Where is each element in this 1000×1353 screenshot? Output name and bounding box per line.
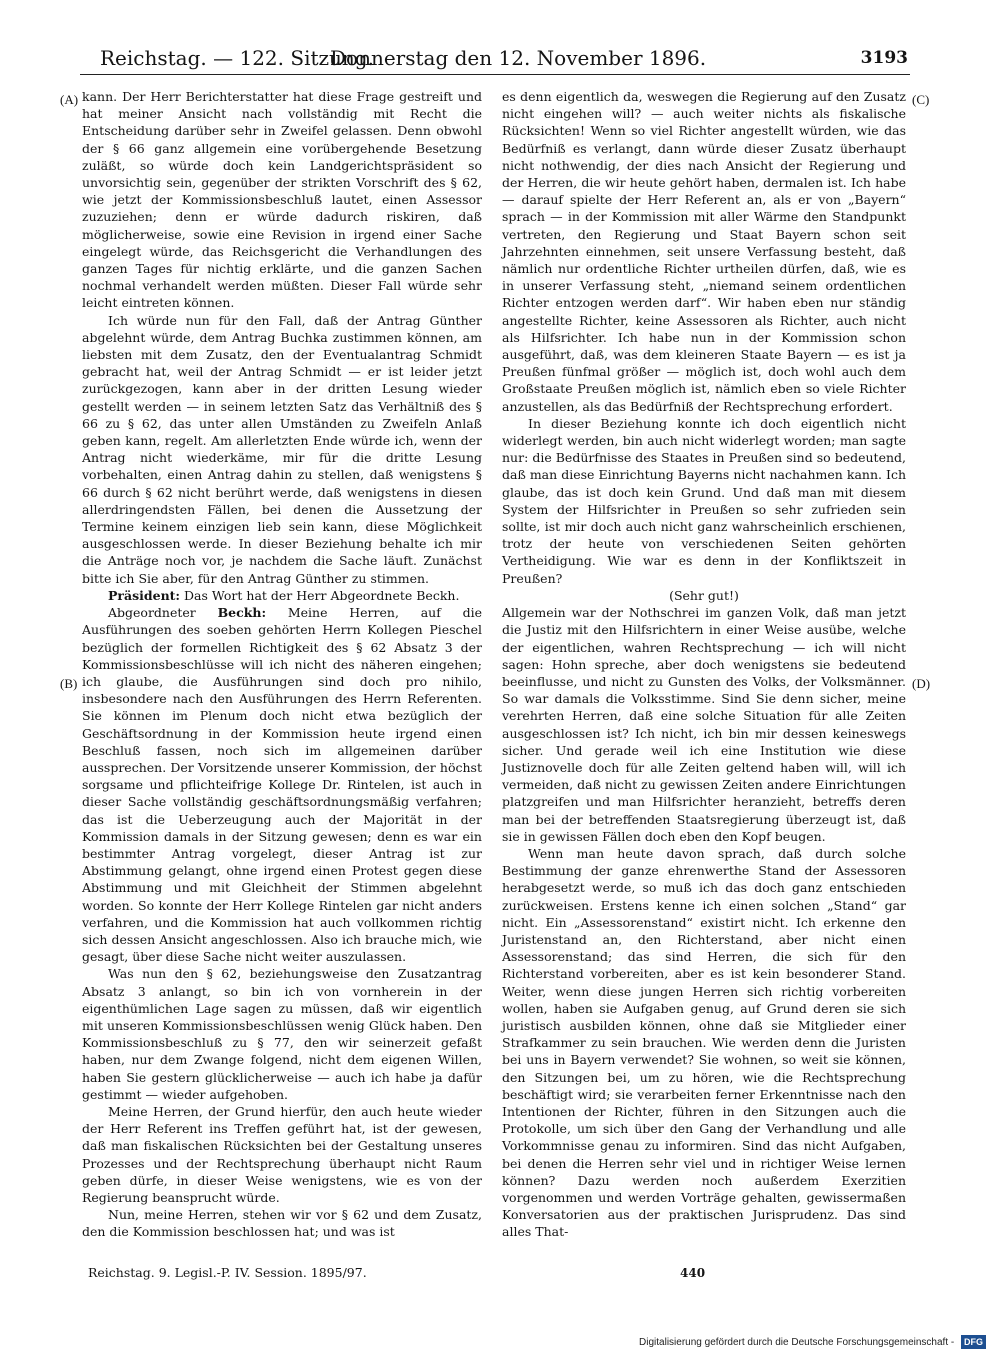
paragraph: Allgemein war der Nothschrei im ganzen Volk, daß man jetzt die Justiz mit den Hilfsrichtern in einer Weise ausübe, welche der eigentlichen, wahren Rechtsprechung — ich will nicht sagen: Hohn spreche, aber doch wenigstens sie bedeutend beeinflusse, und nicht zu Gunsten des Volks, der Volksmänner. So war damals die Volksstimme. Sind Sie denn sicher, meine verehrten Herren, daß eine solche Situation für alle Zeiten ausgeschlossen ist? Ich nicht, ich bin mir dessen keineswegs sicher. Und gerade weil ich eine Institution wie diese Justiznovelle doch für alle Zeiten geltend haben will, will ich vermeiden, daß nicht zu gewissen Zeiten andere Einrichtungen platzgreifen und man Hilfsrichter heranzieht, betreffs deren man bei der betreffenden Staatsregierung überzeugt ist, daß sie in gewissen Fällen doch eben den Kopf beugen. — [502, 605, 906, 844]
speaker-prefix: Abgeordneter — [108, 605, 196, 621]
paragraph: Wenn man heute davon sprach, daß durch solche Bestimmung der ganze ehrenwerthe Stand der Assessoren herabgesetzt werde, so muß ich das doch ganz entschieden zurückweisen. Erstens kenne ich einen solchen „Stand“ gar nicht. Ein „Assessorenstand“ existirt nicht. Ich erkenne den Juristenstand an, den Richterstand, aber nicht einen Assessorenstand; das sind Herren, die sich für den Richterstand vorbereiten, aber es ist kein besonderer Stand. Weiter, wenn diese jungen Herren sich richtig vorbereiten wollen, haben sie Aufgaben genug, auf Grund deren sie sich juristisch ausbilden können, ohne daß sie Mitglieder einer Strafkammer zu sein brauchen. Wie werden denn die Juristen bei uns in Bayern verwendet? Sie wohnen, so weit sie können, den Sitzungen bei, um zu hören, wie die Rechtsprechung beschäftigt wird; sie verarbeiten ferner Erkenntnisse nach den Intentionen der Richter, führen in den Sitzungen auch die Protokolle, um sich über den Gang der Verhandlung und alle Vorkommnisse genau zu informiren. Sind das nicht Aufgaben, bei denen die Herren sehr viel und in richtiger Weise lernen können? Dazu werden noch außerdem Exerzitien vorgenommen und werden Vorträge gehalten, gewissermaßen Konversatorien aus der praktischen Jurisprudenz. Das sind alles That- — [502, 845, 906, 1240]
header-date: Donnerstag den 12. November 1896. — [330, 46, 707, 70]
beckh-paragraph — [82, 604, 482, 965]
paragraph: Ich würde nun für den Fall, daß der Antrag Günther abgelehnt würde, dem Antrag Buchka zustimmen können, am liebsten mit dem Zusatz, den der Eventualantrag Schmidt gebracht hat, weil der Antrag Schmidt — er ist leider jetzt zurückgezogen, kann aber in der dritten Lesung wieder gestellt werden — in seinem letzten Satz das Verhältniß des § 66 zu § 62, das unter allen Umständen zu Zweifeln Anlaß geben kann, regelt. Am allerletzten Ende würde ich, wenn der Antrag nicht wiederkäme, mir für die dritte Lesung vorbehalten, einen Antrag dahin zu stellen, daß wenigstens § 66 durch § 62 nicht berührt werde, daß wenigstens in diesen allerdringendsten Fällen, bei denen die Aussetzung der Termine keinem einzigen lieb sein kann, diese Möglichkeit ausgeschlossen werde. In dieser Beziehung behalte ich mir die Anträge noch vor, je nachdem die Sache läuft. Zunächst bitte ich Sie aber, für den Antrag Günther zu stimmen. — [82, 312, 482, 586]
paragraph: es denn eigentlich da, weswegen die Regierung auf den Zusatz nicht eingehen will? — auch weiter nichts als fiskalische Rücksichten! Wenn so viel Richter angestellt würden, wie das Bedürfniß es verlangt, dann würde dieser Zusatz überhaupt nicht nothwendig, der dies nach Ansicht der Regierung und der Herren, die wir heute gehört haben, dermalen ist. Ich habe — darauf spielte der Herr Referent an, als er von „Bayern“ sprach — in der Kommission mit aller Wärme den Standpunkt vertreten, den Regierung und Staat Bayern schon seit Jahrzehnten einnehmen, seit unsere Verfassung besteht, daß nämlich nur ordentliche Richter urtheilen dürfen, daß, wie es in unserer Verfassung steht, „niemand seinem ordentlichen Richter entzogen werden darf“. Wir haben eben nur ständig angestellte Richter, keine Assessoren als Richter, auch nicht als Hilfsrichter. Ich habe nun in der Kommission schon ausgeführt, daß, was dem kleineren Staate Bayern — es ist ja Preußen fünfmal größer — möglich ist, doch wohl auch dem Großstaate Preußen möglich ist, nämlich eben so viele Richter anzustellen, als das Bedürfniß der Rechtsprechung erfordert. — [502, 89, 906, 414]
paragraph: kann. Der Herr Berichterstatter hat diese Frage gestreift und hat meiner Ansicht nach vollständig mit Recht die Entscheidung darüber sehr in Zweifel gelassen. Denn obwohl der § 66 ganz allgemein eine vorübergehende Besetzung zuläßt, so würde doch kein Landgerichtspräsident so unvorsichtig sein, gegenüber der strikten Vorschrift des § 62, wie jetzt der Kommissionsbeschluß lautet, einen Assessor zuzuziehen; denn er würde dadurch riskiren, daß möglicherweise, sowie eine Revision in irgend einer Sache eingelegt würde, das Reichsgericht die Verhandlungen des ganzen Tages für nichtig erklärte, und die ganzen Sachen nochmal verhandelt werden müßten. Dieser Fall würde sehr leicht eintreten können. — [82, 89, 482, 311]
margin-marker-a: (A) — [60, 92, 79, 107]
digitization-credit — [639, 1335, 986, 1351]
paragraph: In dieser Beziehung konnte ich doch eigentlich nicht widerlegt werden, bin auch nicht widerlegt worden; man sagte nur: die Bedürfnisse des Staates in Preußen sind so bedeutend, daß man diese Einrichtung Bayerns nicht nachahmen kann. Ich glaube, das ist doch kein Grund. Und daß man mit diesem System der Hilfsrichter in Preußen so sehr zufrieden sein sollte, ist mir doch auch nicht ganz wahrscheinlich erschienen, trotz der heute von verschiedenen Seiten gehörten Vertheidigung. Wie war es denn in der Konfliktszeit in Preußen? — [502, 415, 906, 586]
margin-marker-b: (B) — [60, 676, 78, 691]
header-left: Reichstag. — 122. Sitzung. — [100, 46, 374, 70]
running-head — [100, 44, 908, 72]
paragraph: Was nun den § 62, beziehungsweise den Zusatzantrag Absatz 3 anlangt, so bin ich von vornherein in der eigenthümlichen Lage sagen zu müssen, daß wir eigentlich mit unseren Kommissionsbeschlüssen wenig Glück haben. Den Kommissionsbeschluß zu § 77, den wir seinerzeit gefaßt haben, nur dem Zwange folgend, nicht dem eigenen Willen, haben Sie gestern glücklicherweise — auch ich habe ja dafür gestimmt — wieder aufgehoben. — [82, 966, 482, 1102]
paragraph: Meine Herren, der Grund hierfür, den auch heute wieder der Herr Referent ins Treffen geführt hat, ist der gewesen, daß man fiskalischen Rücksichten bei der Gestaltung unseres Prozesses und der Rechtsprechung überhaupt nicht Raum geben dürfe, in dieser Weise wenigstens, wie es von der Regierung beansprucht würde. — [82, 1103, 482, 1205]
margin-marker-c: (C) — [912, 92, 930, 107]
right-column — [502, 88, 906, 1241]
page-number: 3193 — [860, 48, 908, 68]
speaker-label: Präsident: — [108, 587, 181, 603]
dfg-logo: DFG — [961, 1335, 986, 1349]
speaker-name: Beckh: — [217, 605, 267, 621]
footer-signature: Reichstag. 9. Legisl.-P. IV. Session. 1895/97. — [88, 1265, 367, 1280]
credit-text: Digitalisierung gefördert durch die Deutsche Forschungsgemeinschaft - — [639, 1337, 955, 1348]
interjection: (Sehr gut!) — [669, 587, 739, 603]
header-rule — [80, 74, 910, 75]
paragraph: Nun, meine Herren, stehen wir vor § 62 und dem Zusatz, den die Kommission beschlossen hat; und was ist — [82, 1207, 482, 1240]
left-column — [82, 88, 482, 1241]
sheet-number: 440 — [680, 1266, 706, 1280]
margin-marker-d: (D) — [912, 676, 931, 691]
beckh-text: Meine Herren, auf die Ausführungen des soeben gehörten Herrn Kollegen Pieschel bezüglich der formellen Richtigkeit des § 62 Absatz 3 der Kommissionsbeschlüsse will ich nicht des näheren eingehen; ich glaube, die Ausführungen sind doch pro nihilo, insbesondere nach den Ausführungen des Herrn Referenten. Sie können im Plenum doch nicht etwa bezüglich der Geschäftsordnung in der Kommission heute irgend einen Beschluß fassen, noch sich im allgemeinen darüber aussprechen. Der Vorsitzende unserer Kommission, der höchst sorgsame und pflichteifrige Kollege Dr. Rintelen, ist auch in dieser Sache vollständig geschäftsordnungsmäßig verfahren; das ist die Ueberzeugung auch der Majorität in der Kommission damals in der Sitzung gewesen; denn es war ein bestimmter Antrag vorgelegt, dieser Antrag ist zur Abstimmung gelangt, ohne irgend einen Protest gegen diese Abstimmung und mit Gleichheit der Stimmen abgelehnt worden. So konnte der Herr Kollege Rintelen gar nicht anders verfahren, und die Kommission hat auch vollkommen richtig sich dessen Ansicht angeschlossen. Also ich brauche mich, wie gesagt, über diese Sache nicht weiter auszulassen. — [82, 605, 482, 965]
president-text: Das Wort hat der Herr Abgeordnete Beckh. — [184, 587, 460, 603]
president-paragraph — [82, 587, 482, 604]
